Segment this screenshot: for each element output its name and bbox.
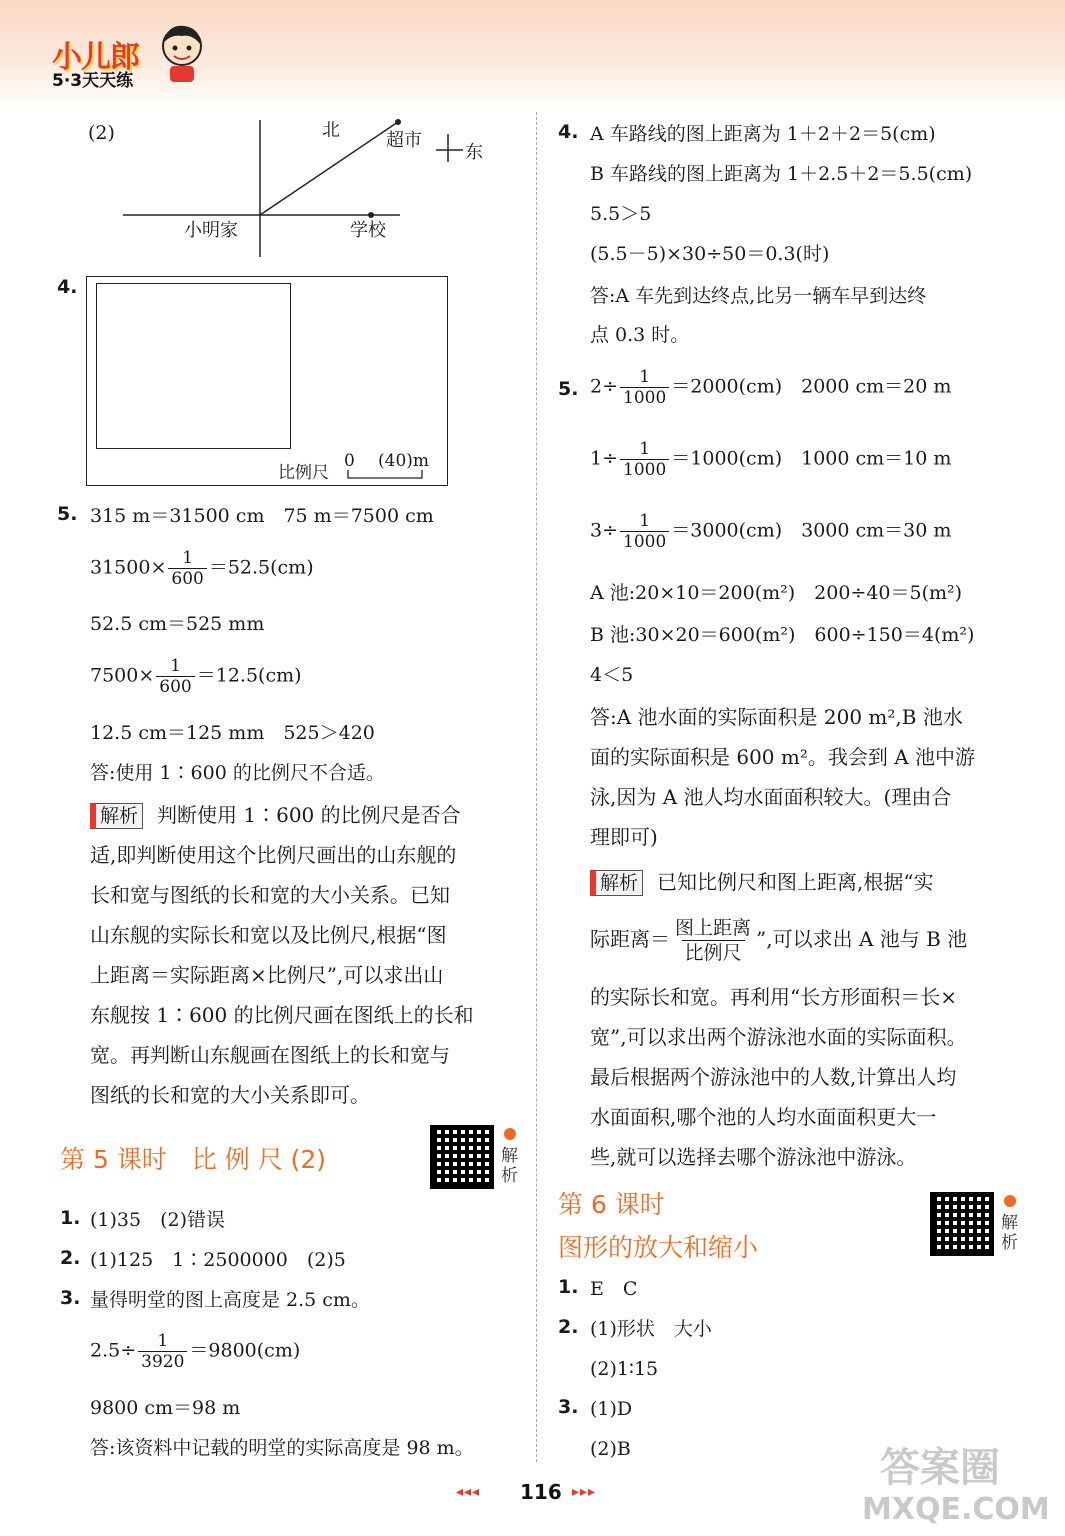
qr-code-icon[interactable] (930, 1192, 994, 1256)
scale-zero: 0 (344, 451, 355, 471)
play-icon (1004, 1195, 1016, 1207)
q5-analysis: 解析 判断使用 1∶600 的比例尺是否合 适,即判断使用这个比例尺画出的山东舰的 长和宽与图纸的长和宽的大小关系。已知 山东舰的实际长和宽以及比例尺,根据“图 上距离＝实际距离×比例尺”,可以求出山 东舰按 1∶600 的比例尺画在图纸上的长和 宽。再判断山东舰画在图纸上的长和宽与 图纸的长和宽的大小关系即可。 (90, 803, 474, 1107)
page-number: 116 (520, 1480, 562, 1504)
watermark-url: MXQE.COM (862, 1492, 1050, 1527)
r-q5-line5: B 池:30×20＝600(m²) 600÷150＝4(m²) (590, 624, 975, 646)
r-q4-line1: A 车路线的图上距离为 1＋2＋2＝5(cm) (590, 123, 936, 145)
s5q1-answer: (1)35 (2)错误 (90, 1209, 226, 1231)
q5-line1: 315 m＝31500 cm 75 m＝7500 cm (90, 505, 434, 527)
section5-title: 第 5 课时 比 例 尺 (2) (60, 1145, 327, 1174)
r-q5-number: 5. (558, 378, 579, 400)
brand-logo: 小儿郎 (52, 40, 139, 75)
analysis-tag: 解析 (90, 803, 143, 829)
s6q3-number: 3. (558, 1396, 579, 1418)
section6-subtitle: 图形的放大和缩小 (558, 1233, 759, 1262)
scale-bar (346, 468, 426, 480)
qr-analysis-label[interactable]: 解析 (501, 1146, 518, 1186)
s6q2-line1: (1)形状 大小 (590, 1318, 712, 1340)
r-q4-answer1: 答:A 车先到达终点,比另一辆车早到达终 (590, 285, 927, 307)
r-q5-analysis-line2: 际距离＝ $\frac{\text{图上距离}}{\text{比例尺}}$ ”,可以求出 A 池与 B 池 (590, 917, 968, 964)
school-label: 学校 (350, 220, 386, 241)
s6q3-line2: (2)B (590, 1438, 631, 1460)
east-label: 东 (465, 142, 483, 163)
s6q1-number: 1. (558, 1276, 579, 1298)
series-name: 5·3天天练 (52, 71, 134, 91)
s5q1-number: 1. (60, 1207, 81, 1229)
supermarket-label: 超市 (386, 130, 422, 151)
ship-rectangle (96, 283, 291, 449)
home-label: 小明家 (184, 220, 238, 241)
q5-answer: 答:使用 1∶600 的比例尺不合适。 (90, 762, 385, 784)
s5q3-line1: 量得明堂的图上高度是 2.5 cm。 (90, 1289, 370, 1311)
q4-number: 4. (57, 276, 78, 298)
r-q5-row3: 3÷ $\frac{1}{1000}$ ＝3000(cm) 3000 cm＝30 m (590, 511, 952, 552)
section6-title: 第 6 课时 (558, 1190, 665, 1219)
watermark-logo: 答案圈 (880, 1445, 1000, 1491)
qr-code-icon[interactable] (430, 1125, 494, 1189)
s6q3-line1: (1)D (590, 1398, 633, 1420)
r-q4-answer2: 点 0.3 时。 (590, 324, 690, 346)
s6q1-answer: E C (590, 1278, 638, 1300)
play-icon (504, 1128, 516, 1140)
r-q5-answer: 答:A 池水面的实际面积是 200 m²,B 池水 面的实际面积是 600 m²。我会到 A 池中游 泳,因为 A 池人均水面面积较大。(理由合 理即可) (590, 705, 976, 849)
analysis-tag: 解析 (590, 870, 643, 896)
r-q5-line4: A 池:20×10＝200(m²) 200÷40＝5(m²) (590, 582, 963, 604)
q5-line4: 7500× $\frac{1}{600}$ ＝12.5(cm) (90, 656, 302, 697)
q5-line5: 12.5 cm＝125 mm 525＞420 (90, 722, 375, 744)
column-divider (536, 112, 537, 1462)
scale-value: (40)m (378, 451, 430, 471)
s6q2-number: 2. (558, 1316, 579, 1338)
r-q5-analysis-line1: 解析 已知比例尺和图上距离,根据“实 (590, 862, 1030, 902)
s5q3-number: 3. (60, 1287, 81, 1309)
s5q2-number: 2. (60, 1247, 81, 1269)
s5q3-line3: 9800 cm＝98 m (90, 1397, 241, 1419)
r-q4-number: 4. (558, 121, 579, 143)
q2-label: (2) (88, 122, 115, 144)
direction-diagram (118, 112, 498, 262)
s6q2-line2: (2)1∶15 (590, 1358, 659, 1380)
r-q4-line4: (5.5－5)×30÷50＝0.3(时) (590, 243, 830, 265)
r-q5-row2: 1÷ $\frac{1}{1000}$ ＝1000(cm) 1000 cm＝10 m (590, 439, 952, 480)
r-q5-row1: 2÷ $\frac{1}{1000}$ ＝2000(cm) 2000 cm＝20 m (590, 367, 952, 408)
next-arrows-icon: ▸▸▸ (572, 1484, 597, 1500)
north-label: 北 (322, 120, 340, 141)
q5-line3: 52.5 cm＝525 mm (90, 613, 265, 635)
qr-analysis-label[interactable]: 解析 (1001, 1213, 1018, 1253)
r-q4-line3: 5.5＞5 (590, 203, 652, 225)
r-q5-line6: 4＜5 (590, 664, 634, 686)
mascot-icon (158, 22, 206, 84)
q5-number: 5. (57, 503, 78, 525)
r-q4-line2: B 车路线的图上距离为 1＋2.5＋2＝5.5(cm) (590, 163, 973, 185)
s5q3-line2: 2.5÷ $\frac{1}{3920}$ ＝9800(cm) (90, 1331, 301, 1372)
s5q2-answer: (1)125 1∶2500000 (2)5 (90, 1249, 346, 1271)
scale-label: 比例尺 (278, 463, 329, 483)
q5-line2: 31500× $\frac{1}{600}$ ＝52.5(cm) (90, 548, 314, 589)
s5q3-answer: 答:该资料中记载的明堂的实际高度是 98 m。 (90, 1437, 474, 1459)
r-q5-analysis-rest: 的实际长和宽。再利用“长方形面积＝长× 宽”,可以求出两个游泳池水面的实际面积。 最后根据两个游泳池中的人数,计算出人均 水面面积,哪个池的人均水面面积更大一 些,就可以选择去哪个游泳池中游泳。 (590, 985, 967, 1169)
prev-arrows-icon: ◂◂◂ (456, 1484, 481, 1500)
